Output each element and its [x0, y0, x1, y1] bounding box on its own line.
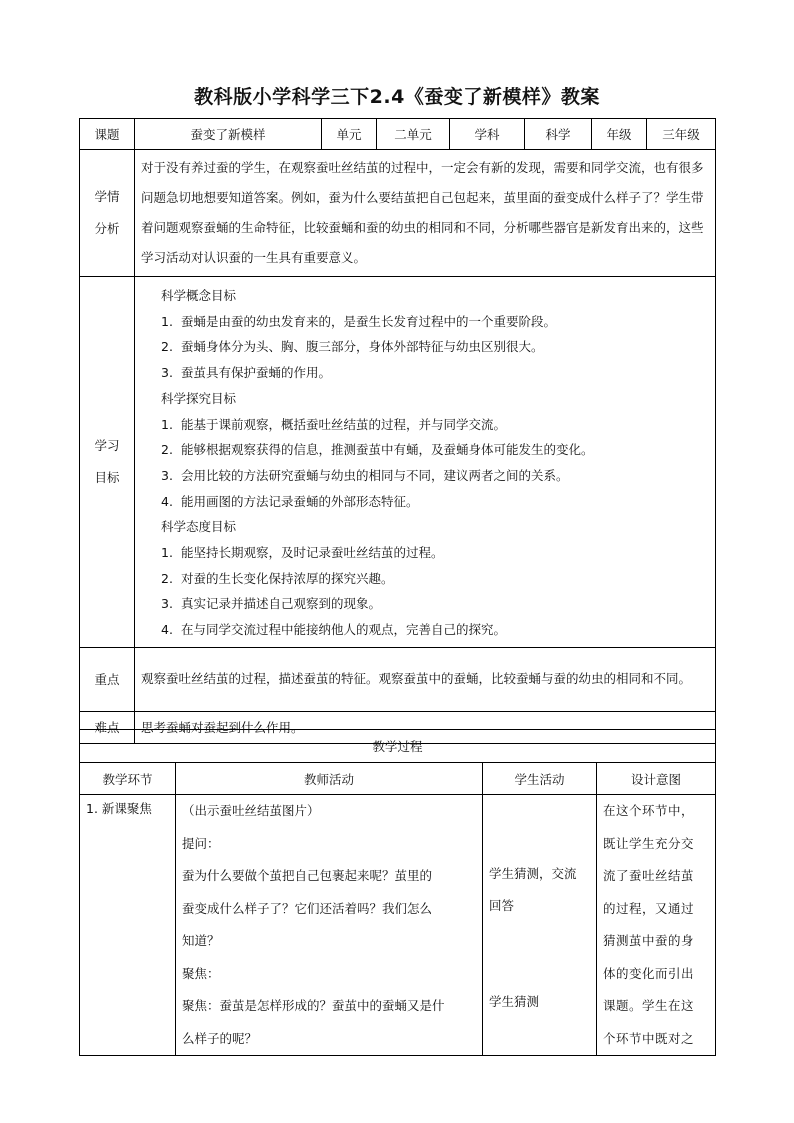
- goal-item: [161, 463, 705, 489]
- student-line: 回答: [489, 898, 515, 913]
- intent-line: 体的变化而引出: [603, 965, 695, 981]
- grade-label: 年级: [592, 119, 647, 150]
- goal-item-text: 会用比较的方法研究蚕蛹与幼虫的相同与不同，建议两者之间的关系。: [181, 467, 569, 483]
- goal-item: [161, 334, 705, 360]
- goal-item: [161, 489, 705, 515]
- analysis-label-line-2: 分析: [94, 221, 120, 236]
- goal-item-text: 蚕蛹身体分为头、胸、腹三部分，身体外部特征与幼虫区别很大。: [181, 339, 544, 355]
- goal-item-text: 能够根据观察获得的信息，推测蚕茧中有蛹，及蚕蛹身体可能发生的变化。: [181, 442, 594, 458]
- student-line: 学生猜测，交流: [489, 866, 577, 881]
- goal-item: [161, 566, 705, 592]
- header-student-activity: 学生活动: [483, 763, 597, 795]
- intent-line: 既让学生充分交: [603, 835, 695, 851]
- subject-label: 学科: [450, 119, 525, 150]
- stage-cell: [80, 795, 176, 1056]
- goal-item-num: 3.: [161, 596, 173, 612]
- teacher-line: 么样子的呢？: [182, 1030, 258, 1046]
- goal-item-num: 4.: [161, 493, 173, 509]
- intent-line: 猜测茧中蚕的身: [603, 933, 695, 948]
- goal-section-heading: 科学态度目标: [161, 519, 237, 535]
- stage-name: 1. 新课聚焦: [86, 801, 152, 816]
- goal-item-num: 1.: [161, 545, 173, 561]
- goals-label-line-2: 目标: [94, 469, 120, 485]
- intent-line: 课题。学生在这: [603, 998, 695, 1013]
- key-points-label: 重点: [80, 647, 135, 711]
- teacher-line: 知道？: [182, 933, 220, 948]
- goals-content: [135, 277, 716, 648]
- teacher-line: （出示蚕吐丝结茧图片）: [182, 803, 320, 818]
- analysis-text: 对于没有养过蚕的学生，在观察蚕吐丝结茧的过程中，一定会有新的发现，需要和同学交流，也有很多问题急切地想要知道答案。例如，蚕为什么要结茧把自己包起来，茧里面的蚕变成什么样子了？学生带着问题观察蚕蛹的生命特征，比较蚕蛹和蚕的幼虫的相同和不同，分析哪些器官是新发育出来的，这些学习活动对认识蚕的一生具有重要意义。: [135, 150, 716, 277]
- difficulties-label: 难点: [80, 711, 135, 743]
- header-teacher-activity: 教师活动: [176, 763, 483, 795]
- analysis-label: [80, 150, 135, 277]
- goal-item-num: 2.: [161, 570, 173, 586]
- teacher-line: 聚焦：蚕茧是怎样形成的？蚕茧中的蚕蛹又是什: [182, 998, 445, 1013]
- student-activity-group-1: [489, 858, 577, 922]
- goal-item-text: 蚕茧具有保护蚕蛹的作用。: [181, 365, 332, 381]
- analysis-label-line-1: 学情: [94, 189, 120, 204]
- goal-item: [161, 412, 705, 438]
- unit-label: 单元: [322, 119, 377, 150]
- goal-item-text: 能坚持长期观察，及时记录蚕吐丝结茧的过程。: [181, 545, 444, 561]
- document-title: 教科版小学科学三下2.4《蚕变了新模样》教案: [194, 86, 600, 108]
- student-activity-cell: [483, 795, 597, 1056]
- goal-item: [161, 309, 705, 335]
- goal-item-num: 4.: [161, 622, 173, 638]
- goal-item: [161, 591, 705, 617]
- teacher-line: 蚕变成什么样子了？它们还活着吗？我们怎么: [182, 900, 433, 916]
- goal-item-text: 能用画图的方法记录蚕蛹的外部形态特征。: [181, 493, 419, 509]
- teacher-activity-cell: [176, 795, 483, 1056]
- goal-item-text: 在与同学交流过程中能接纳他人的观点，完善自己的探究。: [181, 622, 507, 638]
- goal-item-num: 3.: [161, 467, 173, 483]
- topic-value: 蚕变了新模样: [135, 119, 322, 150]
- goal-item-num: 2.: [161, 339, 173, 355]
- goal-item-num: 3.: [161, 365, 173, 381]
- goal-item-num: 1.: [161, 313, 173, 329]
- key-points-text: 观察蚕吐丝结茧的过程，描述蚕茧的特征。观察蚕茧中的蚕蛹，比较蚕蛹与蚕的幼虫的相同和不同。: [135, 647, 716, 711]
- goal-section-heading: 科学概念目标: [161, 288, 237, 303]
- goal-item-num: 1.: [161, 416, 173, 432]
- goal-item: [161, 437, 705, 463]
- design-intent-cell: [597, 795, 716, 1056]
- goal-item-text: 能基于课前观察，概括蚕吐丝结茧的过程，并与同学交流。: [181, 416, 507, 432]
- goal-section-heading: 科学探究目标: [161, 390, 237, 406]
- teacher-line: 聚焦：: [182, 965, 220, 981]
- intent-line: 流了蚕吐丝结茧: [603, 868, 695, 883]
- lesson-info-table: [79, 118, 716, 744]
- goal-item: [161, 540, 705, 566]
- unit-value: 二单元: [377, 119, 450, 150]
- intent-line: 的过程，又通过: [603, 900, 695, 916]
- goal-item-text: 蚕蛹是由蚕的幼虫发育来的，是蚕生长发育过程中的一个重要阶段。: [181, 313, 557, 329]
- student-line: 学生猜测: [489, 994, 540, 1009]
- goal-item-text: 对蚕的生长变化保持浓厚的探究兴趣。: [181, 570, 394, 586]
- goal-item: [161, 360, 705, 386]
- process-title: 教学过程: [80, 730, 716, 763]
- goals-label: [80, 277, 135, 648]
- header-design-intent: 设计意图: [597, 763, 716, 795]
- subject-value: 科学: [525, 119, 592, 150]
- teaching-process-table: [79, 729, 716, 1056]
- intent-line: 在这个环节中，: [603, 803, 695, 818]
- topic-label: 课题: [80, 119, 135, 150]
- difficulties-text: 思考蚕蛹对蚕起到什么作用。: [135, 711, 716, 743]
- header-stage: 教学环节: [80, 763, 176, 795]
- teacher-line: 提问：: [182, 835, 220, 851]
- intent-line: 个环节中既对之: [603, 1030, 695, 1046]
- student-activity-group-2: [489, 986, 539, 1018]
- goals-label-line-1: 学习: [94, 437, 120, 453]
- goal-item-num: 2.: [161, 442, 173, 458]
- goal-item-text: 真实记录并描述自己观察到的现象。: [181, 596, 382, 612]
- teacher-line: 蚕为什么要做个茧把自己包裹起来呢？茧里的: [182, 868, 433, 883]
- grade-value: 三年级: [647, 119, 716, 150]
- goal-item: [161, 617, 705, 643]
